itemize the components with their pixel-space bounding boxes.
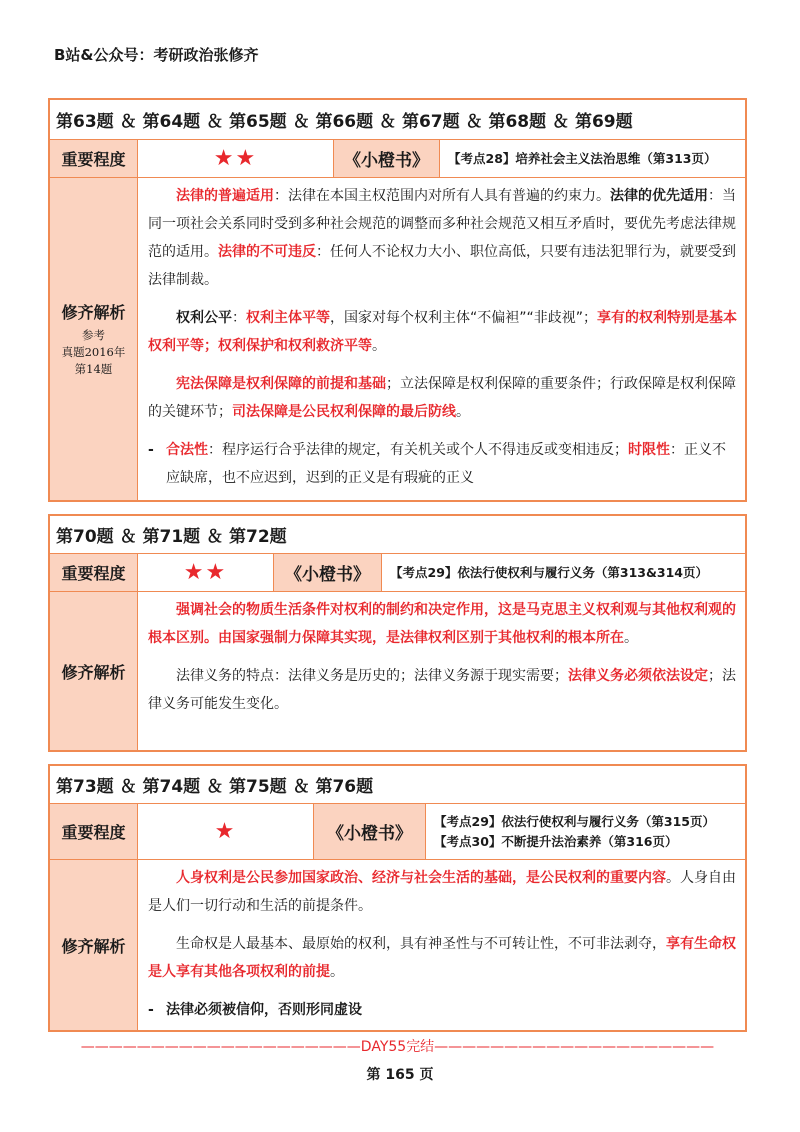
reference-line: 真题2016年 [61,345,126,359]
text: ：任何人不论权力大小、职位高低，只要有违法犯罪行为，就要受到法律制裁。 [148,244,736,288]
star-rating: ★★ [138,140,334,177]
text: ：程序运行合乎法律的规定，有关机关或个人不得违反或变相违反； [208,442,628,458]
text: 。 [372,338,386,354]
text: 。 [330,964,344,980]
page-number: 第 165 页 [366,1067,434,1083]
highlight: 法律的普遍适用 [176,188,274,204]
question-block-2 [48,514,747,752]
block-title: 第70题 ＆ 第71题 ＆ 第72题 [56,527,287,547]
highlight: 合法性 [166,442,208,458]
analysis-row [50,592,745,750]
analysis-label-cell [50,178,138,500]
importance-label: 重要程度 [50,140,138,177]
highlight: 享有的权利特别是基本权利平等；权利保护和权利救济平等 [148,310,738,354]
exam-point: 【考点29】依法行使权利与履行义务（第315页） [434,813,715,829]
importance-row [50,140,745,178]
exam-points [382,554,745,591]
highlight: 法律的不可违反 [218,244,316,260]
highlight: 强调社会的物质生活条件对权利的制约和决定作用，这是马克思主义权利观与其他权利观的根本区别。由国家强制力保障其实现，是法律权利区别于其他权利的根本所在 [148,602,736,646]
bold-text: 法律必须被信仰，否则形同虚设 [166,1002,362,1018]
analysis-content [138,178,745,500]
page-header: B站&公众号：考研政治张修齐 [54,46,259,64]
text: 法律义务的特点：法律义务是历史的；法律义务源于现实需要； [176,668,568,684]
book-title: 《小橙书》 [314,804,426,859]
importance-row [50,554,745,592]
text: ：法律在本国主权范围内对所有人具有普遍的约束力。 [274,188,610,204]
analysis-row [50,178,745,500]
analysis-label-cell [50,592,138,750]
paragraph [148,370,737,426]
reference-note [62,327,126,378]
analysis-content [138,860,745,1030]
exam-point: 【考点29】依法行使权利与履行义务（第313&314页） [390,564,708,580]
bullet-dash: - [148,442,154,458]
exam-point: 【考点28】培养社会主义法治思维（第313页） [448,150,717,166]
paragraph [148,864,737,920]
block-title: 第73题 ＆ 第74题 ＆ 第75题 ＆ 第76题 [56,777,374,797]
block-title-row [50,100,745,140]
highlight: 享有生命权是人享有其他各项权利的前提 [148,936,736,980]
bold-term: 权利公平 [176,310,232,326]
block-title-row [50,766,745,804]
importance-label: 重要程度 [50,554,138,591]
block-title-row [50,516,745,554]
text: 生命权是人最基本、最原始的权利，具有神圣性与不可转让性，不可非法剥夺， [176,936,666,952]
paragraph [148,304,737,360]
star-rating: ★★ [138,554,274,591]
analysis-label: 修齐解析 [61,662,126,682]
analysis-label-cell [50,860,138,1030]
importance-label: 重要程度 [50,804,138,859]
bullet-dash: - [148,1002,154,1018]
text: 。人身自由是人们一切行动和生活的前提条件。 [148,870,736,914]
paragraph [148,662,737,718]
text: ；立法保障是权利保障的重要条件；行政保障是权利保障的关键环节； [148,376,736,420]
text: ，国家对每个权利主体“不偏袒”“非歧视”； [330,310,598,326]
analysis-content [138,592,745,750]
exam-points [426,804,745,859]
importance-row [50,804,745,860]
highlight: 宪法保障是权利保障的前提和基础 [176,376,386,392]
book-title: 《小橙书》 [334,140,440,177]
book-title: 《小橙书》 [274,554,382,591]
star-rating: ★ [138,804,314,859]
text: 。 [456,404,470,420]
exam-points [440,140,745,177]
bullet-item [148,436,737,492]
analysis-label: 修齐解析 [61,936,126,956]
block-title: 第63题 ＆ 第64题 ＆ 第65题 ＆ 第66题 ＆ 第67题 ＆ 第68题 ＆ 第69题 [56,112,633,132]
text: ： [232,310,246,326]
reference-line: 参考 [82,328,105,342]
bold-term: 法律的优先适用 [610,188,708,204]
highlight: 权利主体平等 [246,310,330,326]
highlight: 法律义务必须依法设定 [568,668,708,684]
bullet-item [148,996,737,1024]
analysis-row [50,860,745,1030]
text: 。 [624,630,638,646]
reference-line: 第14题 [74,362,113,376]
analysis-label: 修齐解析 [61,303,126,322]
text: ；法律义务可能发生变化。 [148,668,736,712]
question-block-3 [48,764,747,1032]
highlight: 司法保障是公民权利保障的最后防线 [232,404,456,420]
highlight: 人身权利是公民参加国家政治、经济与社会生活的基础，是公民权利的重要内容 [176,870,666,886]
paragraph [148,930,737,986]
text: ：当同一项社会关系同时受到多种社会规范的调整而多种社会规范又相互矛盾时，要优先考虑法律规范的适用。 [148,188,736,260]
exam-point: 【考点30】不断提升法治素养（第316页） [434,833,678,849]
question-block-1 [48,98,747,502]
text: ：正义不应缺席，也不应迟到，迟到的正义是有瑕疵的正义 [166,442,726,486]
paragraph [148,596,737,652]
day-end-divider: ————————————————————DAY55完结———————————————————— [80,1039,715,1055]
highlight: 时限性 [628,442,670,458]
paragraph [148,182,737,294]
